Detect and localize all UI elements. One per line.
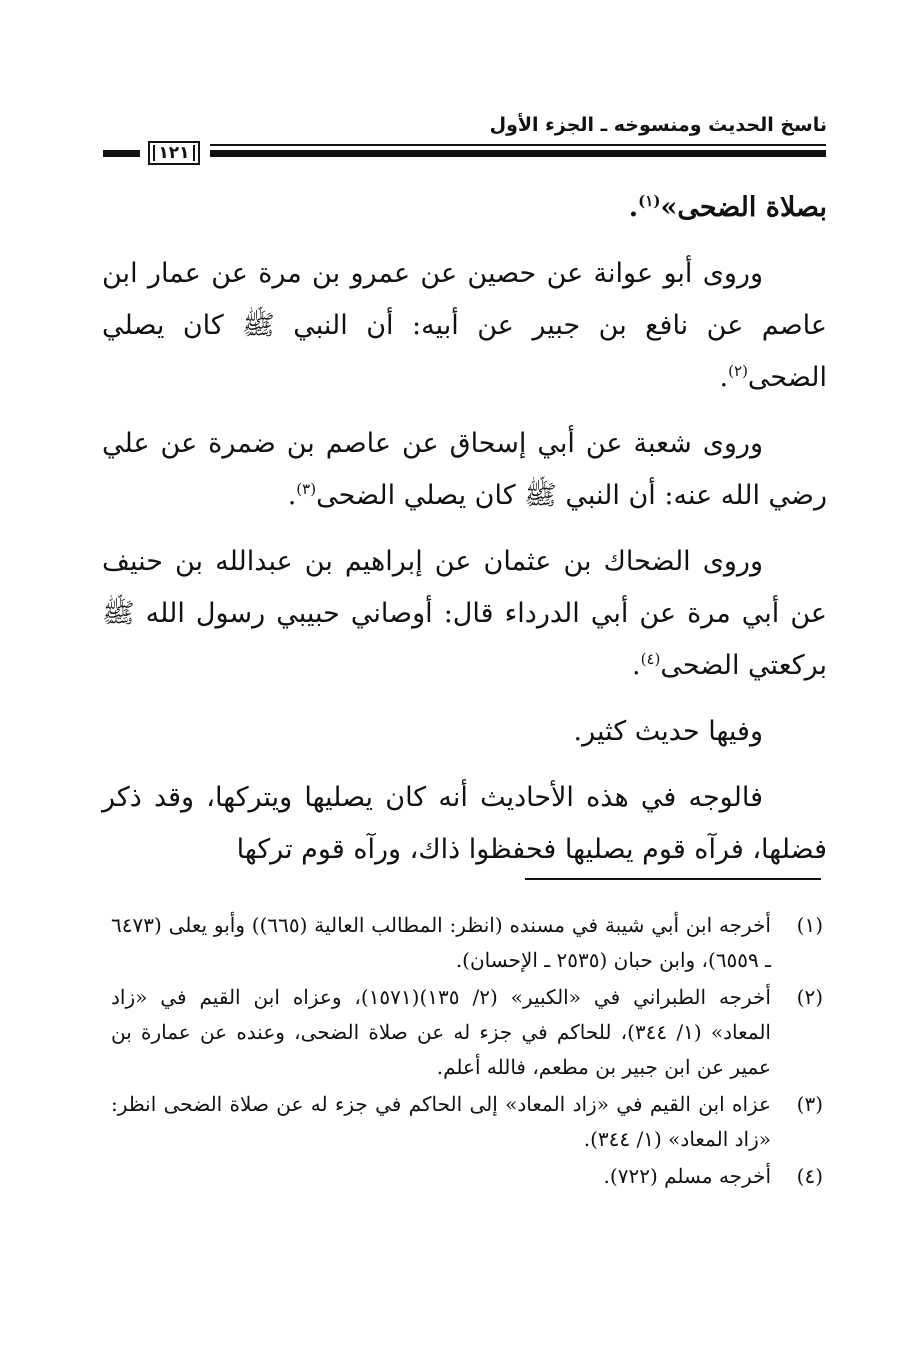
footnote-number: (٣) <box>796 1092 823 1116</box>
footnote-ref: (٣) <box>296 480 317 498</box>
footnote-ref: (٢) <box>728 362 748 380</box>
paragraph-text: فالوجه في هذه الأحاديث أنه كان يصليها ويتركها، وقد ذكر فضلها، فرآه قوم يصليها فحفظوا ذاك، ورآه قوم تركها <box>102 782 827 865</box>
footnote-number: (٤) <box>796 1164 823 1188</box>
footnote-number: (١) <box>796 913 823 937</box>
paragraph-end: . <box>719 362 729 393</box>
header-rule-thick <box>210 150 826 157</box>
paragraph-6 <box>102 772 827 876</box>
footnote-text: عزاه ابن القيم في «زاد المعاد» إلى الحاكم في جزء له عن صلاة الضحى انظر: «زاد المعاد» (١/ ٣٤٤). <box>111 1092 771 1151</box>
footnote-separator <box>525 878 821 880</box>
paragraph-text: وروى أبو عوانة عن حصين عن عمرو بن مرة عن عمار ابن عاصم عن نافع بن جبير عن أبيه: أن النبي ﷺ كان يصلي الضحى <box>102 258 827 393</box>
page-number: ١٢١ <box>148 141 200 165</box>
paragraph-end: . <box>287 480 297 511</box>
footnote-1 <box>111 908 823 978</box>
paragraph-text: وروى شعبة عن أبي إسحاق عن عاصم بن ضمرة عن علي رضي الله عنه: أن النبي ﷺ كان يصلي الضحى <box>102 428 827 511</box>
paragraph-end: . <box>628 192 639 223</box>
footnote-ref: (٤) <box>640 650 661 668</box>
running-title: ناسخ الحديث ومنسوخه ـ الجزء الأول <box>489 114 827 136</box>
paragraph-text: وروى الضحاك بن عثمان عن إبراهيم بن عبدالله بن حنيف عن أبي مرة عن أبي الدرداء قال: أوصاني حبيبي رسول الله ﷺ بركعتي الضحى <box>102 546 827 681</box>
paragraph-4 <box>102 536 827 692</box>
footnote-2 <box>111 980 823 1085</box>
footnote-text: أخرجه ابن أبي شيبة في مسنده (انظر: المطالب العالية (٦٦٥)) وأبو يعلى (٦٤٧٣ ـ ٦٥٥٩)، وابن حبان (٢٥٣٥ ـ الإحسان). <box>111 913 771 972</box>
footnote-text: أخرجه الطبراني في «الكبير» (٢/ ١٣٥)(١٥٧١)، وعزاه ابن القيم في «زاد المعاد» (١/ ٣٤٤)، للحاكم في جزء له عن صلاة الضحى، وعنده عن عمارة بن عمير عن ابن جبير بن مطعم، فالله أعلم. <box>111 985 771 1079</box>
paragraph-text: بصلاة الضحى» <box>660 192 827 223</box>
main-text <box>102 182 827 890</box>
paragraph-text: وفيها حديث كثير. <box>573 716 763 747</box>
paragraph-end: . <box>632 650 641 681</box>
paragraph-5 <box>102 706 827 758</box>
footnote-text: أخرجه مسلم (٧٢٢). <box>603 1164 771 1188</box>
footnotes <box>111 908 823 1196</box>
header-rule-thin <box>210 144 826 146</box>
footnote-number: (٢) <box>796 985 823 1009</box>
footnote-ref: (١) <box>638 192 661 210</box>
paragraph-2 <box>102 248 827 404</box>
paragraph-3 <box>102 418 827 522</box>
header-rule-left-dash <box>103 150 140 157</box>
footnote-3 <box>111 1087 823 1157</box>
footnote-4 <box>111 1159 823 1194</box>
paragraph-1 <box>102 182 827 234</box>
